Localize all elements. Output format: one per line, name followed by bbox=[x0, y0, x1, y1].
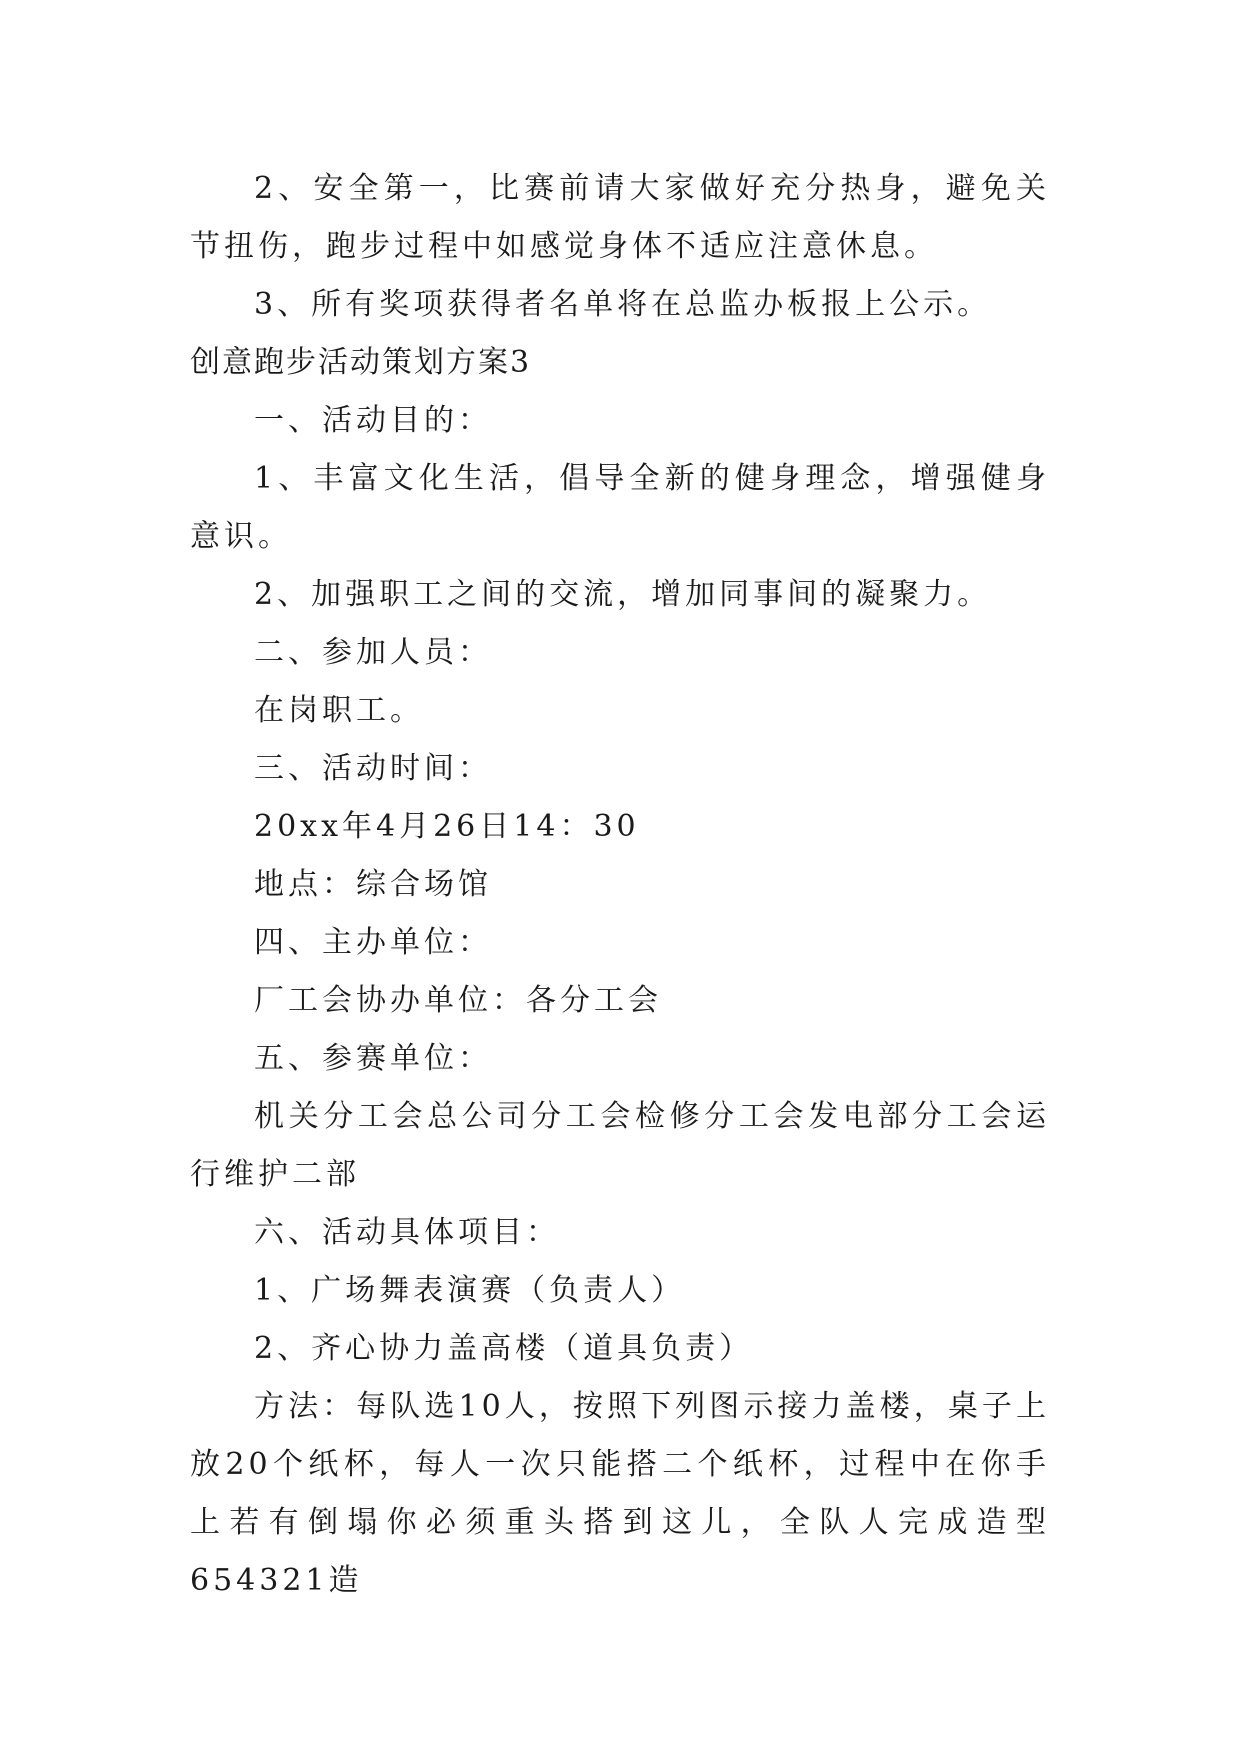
paragraph-safety-note: 2、安全第一，比赛前请大家做好充分热身，避免关节扭伤，跑步过程中如感觉身体不适应注意休息。 bbox=[190, 171, 1050, 264]
paragraph-participants: 在岗职工。 bbox=[254, 693, 424, 728]
heading-events: 六、活动具体项目： bbox=[254, 1215, 560, 1250]
heading-time: 三、活动时间： bbox=[254, 751, 492, 786]
paragraph-teams: 机关分工会总公司分工会检修分工会发电部分工会运行维护二部 bbox=[190, 1099, 1050, 1192]
paragraph-method: 方法：每队选10人，按照下列图示接力盖楼，桌子上放20个纸杯，每人一次只能搭二个纸杯，过程中在你手上若有倒塌你必须重头搭到这儿，全队人完成造型654321造 bbox=[190, 1389, 1050, 1598]
paragraph-purpose-1: 1、丰富文化生活，倡导全新的健身理念，增强健身意识。 bbox=[190, 461, 1050, 554]
paragraph-location: 地点：综合场馆 bbox=[254, 867, 492, 902]
heading-participants: 二、参加人员： bbox=[254, 635, 492, 670]
heading-organizer: 四、主办单位： bbox=[254, 925, 492, 960]
paragraph-purpose-2: 2、加强职工之间的交流，增加同事间的凝聚力。 bbox=[254, 577, 992, 612]
paragraph-event-2: 2、齐心协力盖高楼（道具负责） bbox=[254, 1331, 754, 1366]
document-body bbox=[190, 160, 1050, 1610]
paragraph-award-list-note: 3、所有奖项获得者名单将在总监办板报上公示。 bbox=[254, 287, 992, 322]
paragraph-organizer: 厂工会协办单位：各分工会 bbox=[254, 983, 662, 1018]
paragraph-date-time: 20xx年4月26日14：30 bbox=[254, 809, 640, 844]
heading-purpose: 一、活动目的： bbox=[254, 403, 492, 438]
section-title: 创意跑步活动策划方案3 bbox=[190, 345, 532, 380]
paragraph-event-1: 1、广场舞表演赛（负责人） bbox=[254, 1273, 686, 1308]
heading-teams: 五、参赛单位： bbox=[254, 1041, 492, 1076]
